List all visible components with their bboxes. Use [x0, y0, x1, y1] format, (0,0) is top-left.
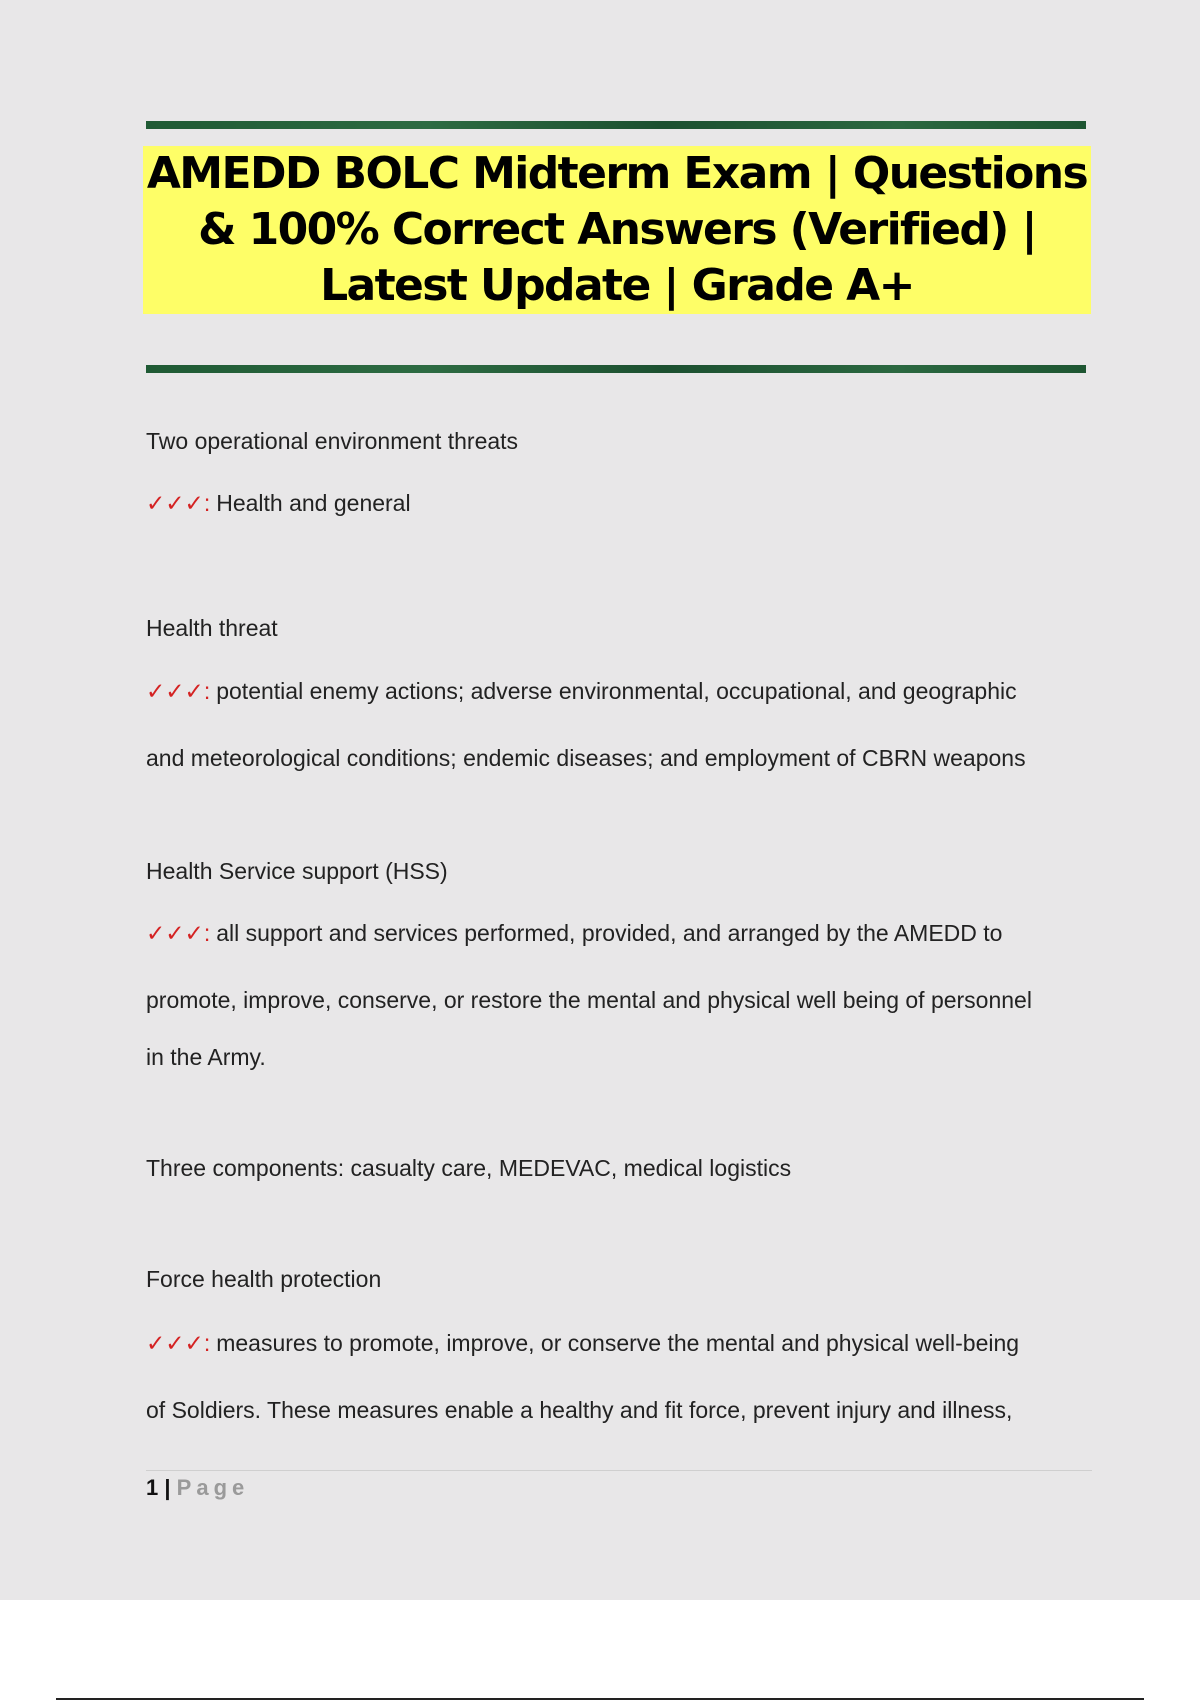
answer-line: ✓✓✓: measures to promote, improve, or conserve the mental and physical well-being — [146, 1330, 1020, 1356]
title-bottom-rule — [146, 365, 1086, 373]
page-separator: | — [164, 1475, 171, 1500]
question-text: Force health protection — [146, 1266, 382, 1292]
question-text: Two operational environment threats — [146, 428, 519, 454]
page-number: 1 — [146, 1475, 159, 1500]
answer-line: ✓✓✓: Health and general — [146, 490, 411, 516]
page-footer — [146, 1475, 249, 1501]
page-label: Page — [176, 1475, 250, 1500]
check-marks-icon: ✓✓✓: — [146, 490, 211, 516]
answer-continuation: of Soldiers. These measures enable a healthy and fit force, prevent injury and illness, — [146, 1397, 1013, 1423]
answer-line: ✓✓✓: potential enemy actions; adverse environmental, occupational, and geographic — [146, 678, 1017, 704]
document-title: AMEDD BOLC Midterm Exam | Questions & 100% Correct Answers (Verified) | Latest Update | Grade A+ — [146, 148, 1088, 311]
answer-continuation: promote, improve, conserve, or restore the mental and physical well being of personnel — [146, 987, 1032, 1013]
answer-line: ✓✓✓: all support and services performed, provided, and arranged by the AMEDD to — [146, 920, 1003, 946]
title-highlight — [143, 146, 1091, 314]
question-text: Health Service support (HSS) — [146, 858, 448, 884]
note-text: Three components: casualty care, MEDEVAC, medical logistics — [146, 1155, 792, 1181]
answer-continuation: and meteorological conditions; endemic diseases; and employment of CBRN weapons — [146, 745, 1026, 771]
check-marks-icon: ✓✓✓: — [146, 920, 211, 946]
check-marks-icon: ✓✓✓: — [146, 1330, 211, 1356]
answer-continuation: in the Army. — [146, 1044, 266, 1070]
footer-rule — [146, 1470, 1092, 1471]
check-marks-icon: ✓✓✓: — [146, 678, 211, 704]
question-text: Health threat — [146, 615, 278, 641]
title-top-rule — [146, 121, 1086, 129]
